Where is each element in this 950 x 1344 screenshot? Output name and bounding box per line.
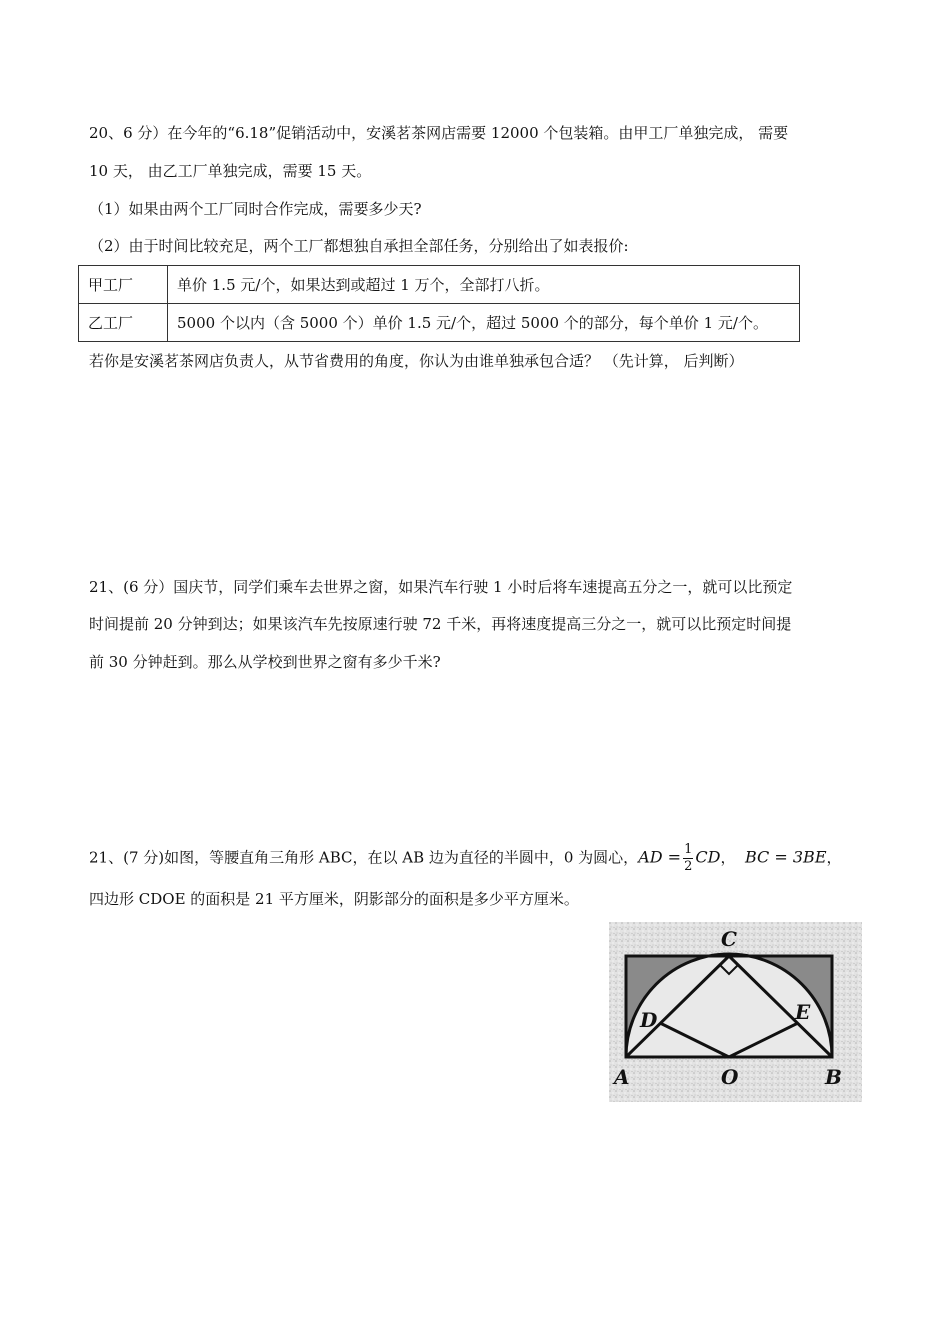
q20-line-1: 20、6 分）在今年的“6.18”促销活动中，安溪茗茶网店需要 12000 个包装箱。由甲工厂单独完成， 需要	[89, 124, 789, 142]
q21b-text: 21、(7 分)如图，等腰直角三角形 ABC，在以 AB 边为直径的半圆中，0 为圆心，	[89, 848, 639, 867]
equation-ad-rhs: CD	[695, 847, 721, 867]
fraction-denominator: 2	[684, 859, 693, 874]
factory-cell: 乙工厂	[79, 304, 168, 342]
q20-sub-question-1: （1）如果由两个工厂同时合作完成，需要多少天?	[89, 200, 422, 218]
factory-cell: 甲工厂	[79, 266, 168, 304]
label-o: O	[721, 1065, 739, 1089]
q20-line-2: 10 天， 由乙工厂单独完成，需要 15 天。	[89, 162, 372, 180]
q21b-line-1	[89, 842, 842, 875]
label-b: B	[825, 1065, 842, 1089]
q20-question: 若你是安溪茗茶网店负责人，从节省费用的角度，你认为由谁单独承包合适？ （先计算， 后判断）	[89, 352, 744, 370]
label-c: C	[721, 927, 737, 951]
q20-sub-question-2: （2）由于时间比较充足，两个工厂都想独自承担全部任务，分别给出了如表报价:	[89, 237, 629, 255]
equation-ad-lhs: AD =	[638, 847, 682, 867]
line-end: ，	[826, 848, 842, 867]
table-row	[79, 266, 800, 304]
q21a-line-3: 前 30 分钟赶到。那么从学校到世界之窗有多少千米?	[89, 653, 441, 671]
offer-cell: 单价 1.5 元/个，如果达到或超过 1 万个，全部打八折。	[168, 266, 800, 304]
fraction-one-half	[683, 842, 693, 875]
separator: ，	[720, 848, 736, 867]
offer-cell: 5000 个以内（含 5000 个）单价 1.5 元/个，超过 5000 个的部分，每个单价 1 元/个。	[168, 304, 800, 342]
equation-bc: BC = 3BE	[745, 847, 827, 867]
q21a-line-1: 21、(6 分）国庆节，同学们乘车去世界之窗，如果汽车行驶 1 小时后将车速提高五分之一，就可以比预定	[89, 578, 793, 596]
label-a: A	[614, 1065, 630, 1089]
table-row	[79, 304, 800, 342]
q21b-line-2: 四边形 CDOE 的面积是 21 平方厘米，阴影部分的面积是多少平方厘米。	[89, 890, 579, 908]
price-table	[78, 265, 800, 342]
label-e: E	[795, 1000, 811, 1024]
q21a-line-2: 时间提前 20 分钟到达；如果该汽车先按原速行驶 72 千米，再将速度提高三分之一，就可以比预定时间提	[89, 615, 792, 633]
fraction-numerator: 1	[684, 842, 693, 857]
geometry-figure	[609, 922, 862, 1102]
label-d: D	[640, 1008, 658, 1032]
